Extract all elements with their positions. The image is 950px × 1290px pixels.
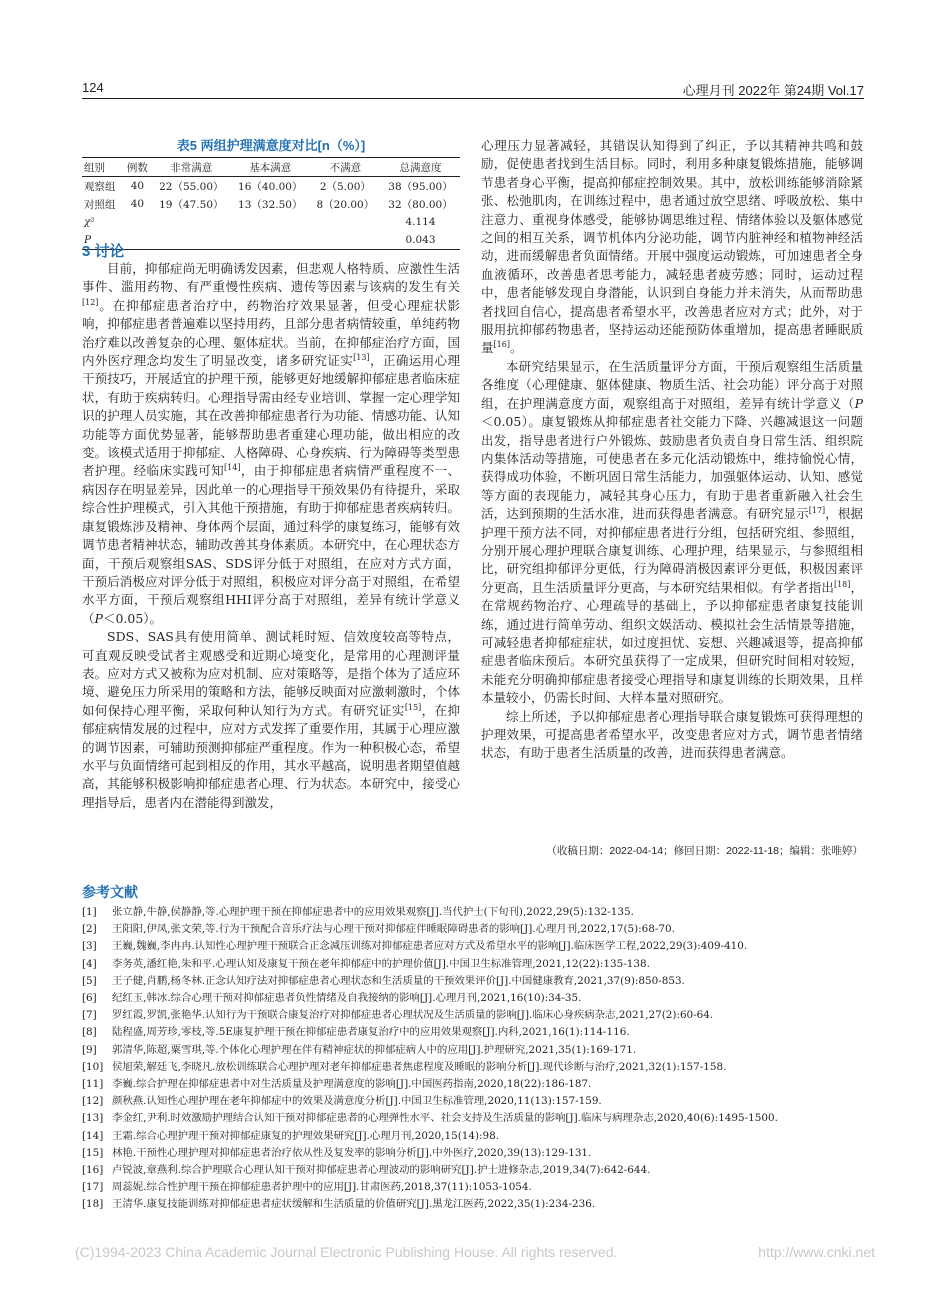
citation-marker: [16]: [493, 340, 510, 350]
citation-marker: [13]: [353, 353, 370, 363]
reference-number: [12]: [82, 1095, 104, 1108]
table5-column-header: 不满意: [310, 158, 381, 177]
reference-text: 周蕊妮.综合性护理干预在抑郁症患者护理中的应用[J].甘肃医药,2018,37(11):1053-1054.: [112, 1181, 532, 1194]
reference-number: [18]: [82, 1198, 104, 1211]
reference-item: [82, 973, 864, 990]
reference-number: [14]: [82, 1129, 104, 1142]
paragraph-text: ，在抑郁症病情发展的过程中，应对方式发挥了重要作用，其属于心理应激的调节因素，可辅助预测抑郁症严重程度。作为一种积极心态，希望水平与负面情绪可起到相反的作用，其水平越高，说明患者期望值越高，其能够积极影响抑郁症患者心理、行为状态。本研究中，接受心理指导后，患者内在潜能得到激发，: [82, 702, 460, 810]
journal-info: 心理月刊 2022年 第24期 Vol.17: [682, 83, 864, 98]
reference-number: [11]: [82, 1078, 104, 1091]
reference-text: 王子健,肖鹏,杨冬林.正念认知疗法对抑郁症患者心理状态和生活质量的干预效果评价[J].中国健康教育,2021,37(9):850-853.: [112, 974, 685, 987]
paragraph-text: 。: [509, 340, 523, 356]
reference-number: [7]: [82, 1009, 97, 1022]
paragraph-text: SDS、SAS具有使用简单、测试耗时短、信效度较高等特点，可直观反映受试者主观感受和近期心境变化，是常用的心理测评量表。应对方式又被称为应对机制、应对策略等，是指个体为了适应环境、避免压力所采用的策略和方法，能够反映面对应激刺激时，个体如何保持心理平衡，采取何种认知行为方式。有研究证实: [82, 629, 460, 718]
table5: [82, 157, 460, 250]
reference-item: [82, 1093, 864, 1110]
reference-number: [17]: [82, 1181, 104, 1194]
table5-row: [82, 195, 460, 213]
cnki-url: http://www.cnki.net: [758, 1244, 875, 1260]
reference-number: [2]: [82, 923, 97, 936]
reference-text: 李务英,潘红艳,朱和平.心理认知及康复干预在老年抑郁症中的护理价值[J].中国卫生标准管理,2021,12(22):135-138.: [112, 957, 650, 970]
table5-cell: 对照组: [84, 198, 116, 211]
reference-item: [82, 1007, 864, 1024]
reference-text: 张立静,牛静,侯静静,等.心理护理干预在抑郁症患者中的应用效果观察[J].当代护士(下旬刊),2022,29(5):132-135.: [112, 906, 634, 918]
table5-row: [82, 213, 460, 231]
reference-number: [4]: [82, 957, 97, 970]
reference-text: 李巍.综合护理在抑郁症患者中对生活质量及护理满意度的影响[J].中国医药指南,2020,18(22):186-187.: [112, 1078, 592, 1091]
reference-text: 郭清华,陈超,粟雪琪,等.个体化心理护理在伴有精神症状的抑郁症病人中的应用[J].护理研究,2021,35(1):169-171.: [112, 1043, 637, 1056]
body-paragraph: [481, 358, 863, 708]
paragraph-text: 目前，抑郁症尚无明确诱发因素，但悲观人格特质、应激性生活事件、滥用药物、有严重慢性疾病、遗传等因素与该病的发生有关: [82, 261, 460, 295]
reference-text: 卢锐波,章燕利.综合护理联合心理认知干预对抑郁症患者心理波动的影响研究[J].护士进修杂志,2019,34(7):642-644.: [112, 1164, 651, 1177]
paragraph-text: ，正确运用心理干预技巧，开展适宜的护理干预，能够更好地缓解抑郁症患者临床症状，有助于疾病转归。心理指导需由经专业培训、掌握一定心理学知识的护理人员实施，其在改善抑郁症患者行为功能、情感功能、认知功能等方面优势显著，能够帮助患者重建心理功能，做出相应的改变。该模式适用于抑郁症、人格障碍、心身疾病、行为障碍等类型患者护理。经临床实践可知: [82, 353, 460, 479]
right-column-text: [481, 137, 863, 763]
reference-item: [82, 1162, 864, 1179]
citation-marker: [14]: [224, 463, 241, 473]
table5-cell: 16（40.00）: [238, 180, 303, 193]
table5-cell: P: [82, 231, 123, 250]
reference-text: 王清华.康复技能训练对抑郁症患者症状缓解和生活质量的价值研究[J].黑龙江医药,2022,35(1):234-236.: [112, 1198, 596, 1211]
paragraph-text: 心理压力显著减轻，其错误认知得到了纠正，予以其精神共鸣和鼓励，促使患者找到生活目标。同时，利用多种康复锻炼措施，能够调节患者身心平衡，提高抑郁症控制效果。其中，放松训练能够消除紧张、松弛肌肉，在训练过程中，患者通过放空思绪、呼吸放松、集中注意力、重视身体感受，能够协调思维过程、情绪体验以及躯体感觉之间的相互关系，调节机体内分泌功能，调节内脏神经和植物神经活动，进而缓解患者负面情绪。开展中强度运动锻炼，可加速患者全身血液循环，改善患者思考能力，减轻患者疲劳感；同时，运动过程中，患者能够发现自身潜能，认识到自身能力并未消失，从而帮助患者找回自信心，提高患者希望水平，改善患者应对方式；此外，对于服用抗抑郁药物患者，坚持运动还能预防体重增加，提高患者睡眠质量: [481, 138, 863, 356]
table5-cell: [152, 213, 231, 231]
table5-cell: 8（20.00）: [316, 198, 375, 211]
table5-column-header: 组别: [82, 158, 123, 177]
paragraph-text: ＜0.05）。: [102, 610, 163, 626]
reference-item: [82, 938, 864, 955]
paragraph-text: ，由于抑郁症患者病情严重程度不一、病因存在明显差异，因此单一的心理指导干预效果仍有待提升，采取综合性护理模式，引入其他干预措施，有助于抑郁症患者疾病转归。康复锻炼涉及精神、身体两个层面，通过科学的康复练习，能够有效调节患者精神状态，辅助改善其身体素质。本研究中，在心理状态方面，干预后观察组SAS、SDS评分低于对照组，在应对方式方面，干预后消极应对评分低于对照组，积极应对评分高于对照组，在希望水平方面，干预后观察组HHI评分高于对照组，差异有统计学意义（: [82, 463, 460, 626]
reference-text: 王阳阳,伊凤,张文荣,等.行为干预配合音乐疗法与心理干预对抑郁症伴睡眠障碍患者的影响[J].心理月刊,2022,17(5):68-70.: [112, 923, 675, 936]
references-title: 参考文献: [82, 884, 138, 900]
paragraph-text: 本研究结果显示，在生活质量评分方面，干预后观察组生活质量各维度（心理健康、躯体健康、物质生活、社会功能）评分高于对照组，在护理满意度方面，观察组高于对照组，差异有统计学意义（: [481, 358, 863, 411]
body-paragraph: [481, 137, 863, 358]
table5-cell: 38（95.00）: [388, 180, 453, 193]
reference-text: 王巍,魏巍,李冉冉.认知性心理护理干预联合正念减压训练对抑郁症患者应对方式及希望水平的影响[J].临床医学工程,2022,29(3):409-410.: [112, 940, 748, 953]
reference-item: [82, 1042, 864, 1059]
table5-cell: [231, 213, 310, 231]
reference-text: 罗红霞,罗凯,张艳华.认知行为干预联合康复治疗对抑郁症患者心理状况及生活质量的影响[J].临床心身疾病杂志,2021,27(2):60-64.: [112, 1009, 714, 1022]
reference-item: [82, 1145, 864, 1162]
table5-body: [82, 177, 460, 250]
paragraph-text: 。在抑郁症患者治疗中，药物治疗效果显著，但受心理症状影响，抑郁症患者普遍难以坚持用药，且部分患者病情较重，单纯药物治疗难以改善复杂的心理、躯体症状。当前，在抑郁症治疗方面，国内外医疗理念均发生了明显改变，诸多研究证实: [82, 297, 460, 369]
table5-cell: 22（55.00）: [159, 180, 224, 193]
table5-cell: [231, 231, 310, 250]
reference-item: [82, 1128, 864, 1145]
paragraph-text: ，根据护理干预方法不同，对抑郁症患者进行分组，包括研究组、参照组，分别开展心理护理联合康复训练、心理护理，结果显示，与参照组相比，研究组抑郁评分更低，行为障碍消极因素评分更低，积极因素评分更高，且生活质量评分更高，与本研究结果相似。有学者指出: [481, 506, 863, 595]
reference-number: [10]: [82, 1060, 104, 1073]
table5-title: 表5 两组护理满意度对比[n（%）]: [176, 138, 366, 153]
reference-number: [9]: [82, 1043, 97, 1056]
reference-item: [82, 1059, 864, 1076]
paragraph-text: 综上所述，予以抑郁症患者心理指导联合康复锻炼可获得理想的护理效果，可提高患者希望水平，改变患者应对方式，调节患者情绪状态，有助于患者生活质量的改善，进而获得患者满意。: [481, 708, 863, 761]
table5-column-header: 基本满意: [231, 158, 310, 177]
reference-number: [3]: [82, 940, 97, 953]
reference-item: [82, 990, 864, 1007]
page-number: 124: [82, 80, 104, 95]
table5-cell: [123, 213, 152, 231]
table5-cell: 19（47.50）: [159, 198, 224, 211]
reference-text: 陆程盛,周芳珍,零枝,等.5E康复护理干预在抑郁症患者康复治疗中的应用效果观察[J].内科,2021,16(1):114-116.: [112, 1026, 630, 1039]
table5-column-header: 例数: [123, 158, 152, 177]
page-header: [82, 78, 864, 99]
body-paragraph: [481, 708, 863, 763]
reference-item: [82, 1024, 864, 1041]
table5-cell: χ²: [84, 216, 95, 228]
reference-number: [5]: [82, 974, 97, 987]
table5-column-header: 总满意度: [381, 158, 460, 177]
table5-cell: 观察组: [84, 180, 116, 193]
citation-marker: [12]: [82, 297, 99, 307]
reference-number: [6]: [82, 992, 97, 1005]
table5-cell: 40: [130, 180, 145, 192]
table5-cell: [310, 213, 381, 231]
reference-item: [82, 956, 864, 973]
reference-text: 侯旭荣,解廷飞,李晓凡.放松训练联合心理护理对老年抑郁症患者焦虑程度及睡眠的影响分析[J].现代诊断与治疗,2021,32(1):157-158.: [112, 1060, 727, 1073]
manuscript-dates: （收稿日期：2022-04-14；修回日期：2022-11-18；编辑：张唯婷）: [546, 845, 863, 857]
reference-number: [16]: [82, 1164, 104, 1177]
table5-cell: 40: [130, 198, 145, 210]
table5-cell: [310, 231, 381, 250]
italic-symbol: P: [94, 610, 103, 626]
citation-marker: [15]: [404, 702, 422, 712]
table5-column-header: 非常满意: [152, 158, 231, 177]
table5-cell: 0.043: [381, 231, 460, 250]
reference-list: [82, 904, 864, 1214]
table5-row: [82, 177, 460, 196]
body-paragraph: [82, 628, 460, 812]
reference-item: [82, 1076, 864, 1093]
body-paragraph: [82, 260, 460, 628]
table5-row: [82, 231, 460, 250]
reference-item: [82, 904, 864, 921]
table5-header-row: [82, 158, 460, 177]
table5-cell: 13（32.50）: [238, 198, 303, 211]
table5-cell: [123, 231, 152, 250]
reference-number: [13]: [82, 1112, 104, 1125]
citation-marker: [17]: [808, 506, 826, 516]
italic-symbol: P: [854, 395, 863, 411]
table5-cell: [152, 231, 231, 250]
citation-marker: [18]: [833, 579, 851, 589]
reference-item: [82, 1179, 864, 1196]
reference-number: [8]: [82, 1026, 97, 1039]
reference-text: 纪红玉,韩冰.综合心理干预对抑郁症患者负性情绪及自我接纳的影响[J].心理月刊,2021,16(10):34-35.: [112, 992, 582, 1005]
left-column-text: [82, 260, 460, 812]
paragraph-text: ＜0.05）。康复锻炼从抑郁症患者社交能力下降、兴趣减退这一问题出发，指导患者进行户外锻炼、鼓励患者负责自身日常生活、组织院内集体活动等措施，可使患者在多元化活动锻炼中，维持愉悦心情，获得成功体验，不断巩固日常生活能力，加强躯体运动、认知、感觉等方面的表现能力，减轻其身心压力，有助于患者重新融入社会生活，达到预期的生活水准，进而获得患者满意。有研究显示: [481, 414, 863, 522]
reference-number: [15]: [82, 1146, 104, 1159]
reference-text: 李金红,尹利.时效激励护理结合认知干预对抑郁症患者的心理弹性水平、社会支持及生活质量的影响[J].临床与病理杂志,2020,40(6):1495-1500.: [112, 1112, 778, 1125]
table5-cell: 4.114: [405, 216, 436, 228]
table5-cell: 2（5.00）: [319, 180, 371, 193]
section-title-discussion: 3 讨论: [82, 243, 125, 260]
paragraph-text: ，在常规药物治疗、心理疏导的基础上，予以抑郁症患者康复技能训练，通过进行简单劳动、组织文娱活动、模拟社会生活情景等措施，可减轻患者抑郁症症状，如过度担忧、妄想、兴趣减退等，提高抑郁症患者临床预后。本研究虽获得了一定成果，但研究时间相对较短，未能充分明确抑郁症患者接受心理指导和康复训练的长期效果，且样本量较小，仍需长时间、大样本量对照研究。: [481, 579, 863, 706]
copyright-notice: (C)1994-2023 China Academic Journal Electronic Publishing House. All rights reserved.: [75, 1244, 618, 1260]
reference-text: 王霜.综合心理护理干预对抑郁症康复的护理效果研究[J].心理月刊,2020,15(14):98.: [112, 1129, 500, 1142]
reference-item: [82, 921, 864, 938]
reference-item: [82, 1196, 864, 1213]
reference-text: 林艳.干预性心理护理对抑郁症患者治疗依从性及复发率的影响分析[J].中外医疗,2020,39(13):129-131.: [112, 1146, 592, 1159]
reference-text: 颜秋燕.认知性心理护理在老年抑郁症中的效果及满意度分析[J].中国卫生标准管理,2020,11(13):157-159.: [112, 1095, 602, 1108]
reference-item: [82, 1110, 864, 1127]
table5-cell: 32（80.00）: [388, 198, 453, 211]
reference-number: [1]: [82, 906, 97, 918]
